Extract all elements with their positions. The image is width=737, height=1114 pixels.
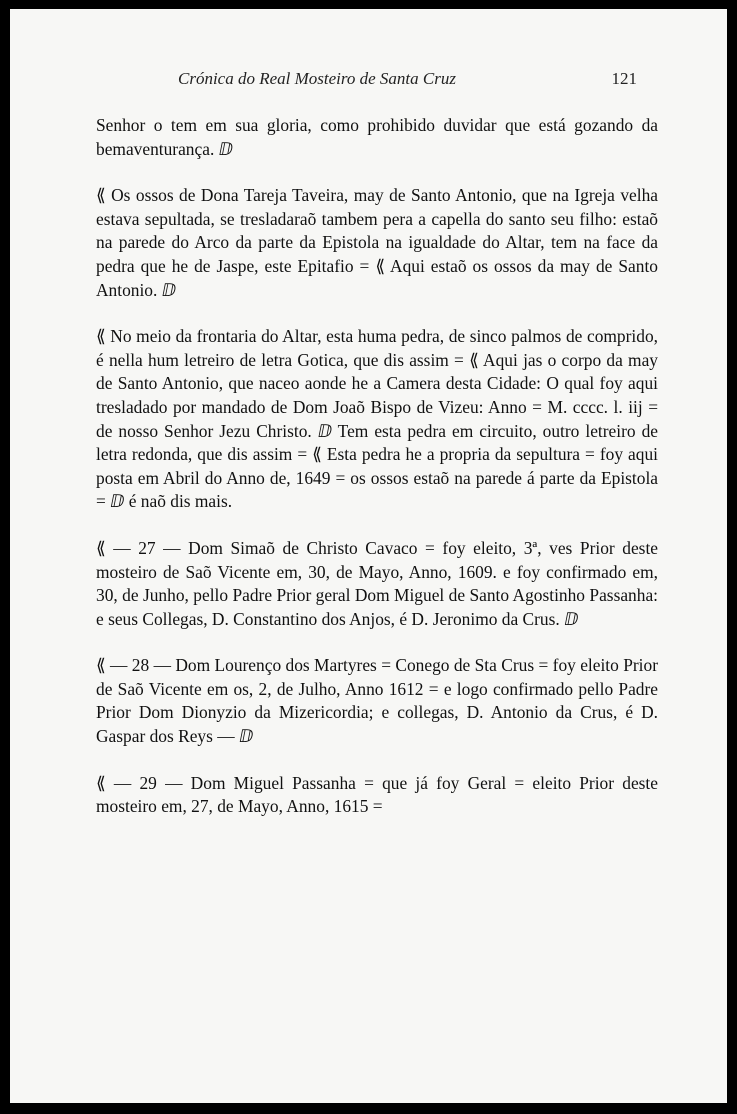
paragraph: ⟪ — 27 — Dom Simaõ de Christo Cavaco = foy eleito, 3ª, ves Prior deste mosteiro de Saõ Vicente em, 30, de Mayo, Anno, 1609. e foy confirmado em, 30, de Junho, pello Padre Prior geral Dom Miguel de Santo Agostinho Passanha: e seus Collegas, D. Constantino dos Anjos, é D. Jeronimo da Crus. ⅅ xyxy=(96,537,658,629)
paragraph: ⟪ — 28 — Dom Lourenço dos Martyres = Conego de Sta Crus = foy eleito Prior de Saõ Vicente em os, 2, de Julho, Anno 1612 = e logo confirmado pello Padre Prior Dom Dionyzio da Mizericordia; e collegas, D. Antonio da Crus, é D. Gaspar dos Reys — ⅅ xyxy=(96,655,658,747)
paragraph: ⟪ No meio da frontaria do Altar, esta huma pedra, de sinco palmos de comprido, é nella hum letreiro de letra Gotica, que dis assim = ⟪ Aqui jas o corpo da may de Santo Antonio, que naceo aonde he a Camera desta Cidade: O qual foy aqui tresladado por mandado de Dom Joaõ Bispo de Vizeu: Anno = M. cccc. l. iij = de nosso Senhor Jezu Christo. ⅅ Tem esta pedra em circuito, outro letreiro de letra redonda, que dis assim = ⟪ Esta pedra he a propria da sepultura = foy aqui posta em Abril do Anno de, 1649 = os ossos estaõ na parede á parte da Epistola = ⅅ é naõ dis mais. xyxy=(96,326,658,512)
body-text xyxy=(96,114,658,819)
book-page xyxy=(10,9,727,1103)
paragraph: ⟪ — 29 — Dom Miguel Passanha = que já foy Geral = eleito Prior deste mosteiro em, 27, de Mayo, Anno, 1615 = xyxy=(96,772,658,817)
running-title: Crónica do Real Mosteiro de Santa Cruz xyxy=(178,69,456,88)
page-number: 121 xyxy=(611,69,637,88)
paragraph: Senhor o tem em sua gloria, como prohibido duvidar que está gozando da bemaventurança. ⅅ xyxy=(96,115,658,159)
paragraph: ⟪ Os ossos de Dona Tareja Taveira, may de Santo Antonio, que na Igreja velha estava sepultada, se tresladaraõ tambem pera a capella do santo seu filho: estaõ na parede do Arco da parte da Epistola na igualdade do Altar, tem na face da pedra que he de Jaspe, este Epitafio = ⟪ Aqui estaõ os ossos da may de Santo Antonio. ⅅ xyxy=(96,185,658,300)
